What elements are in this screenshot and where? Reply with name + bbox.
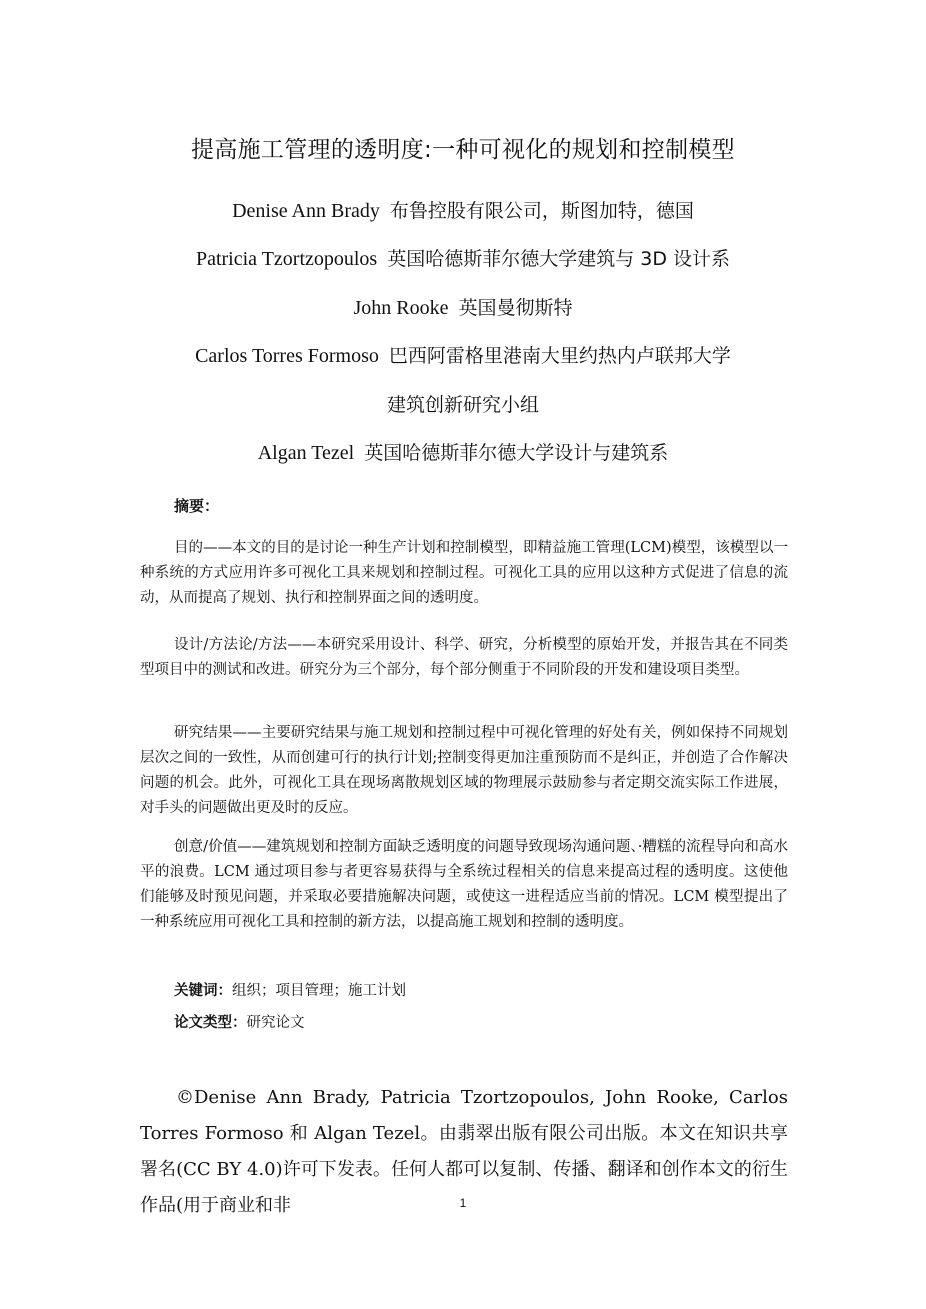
keywords-line — [174, 980, 406, 1002]
author-affiliation: 巴西阿雷格里港南大里约热内卢联邦大学 — [388, 345, 731, 367]
author-affiliation: 英国哈德斯菲尔德大学设计与建筑系 — [364, 442, 669, 464]
author-affiliation: 英国曼彻斯特 — [458, 297, 573, 319]
author-line-3 — [0, 293, 926, 322]
abstract-methodology: 设计/方法论/方法——本研究采用设计、科学、研究，分析模型的原始开发，并报告其在不同类型项目中的测试和改进。研究分为三个部分，每个部分侧重于不同阶段的开发和建设项目类型。 — [140, 637, 788, 678]
abstract-purpose: 目的——本文的目的是讨论一种生产计划和控制模型，即精益施工管理(LCM)模型，该模型以一种系统的方式应用许多可视化工具来规划和控制过程。可视化工具的应用以这种方式促进了信息的流动，从而提高了规划、执行和控制界面之间的透明度。 — [140, 540, 788, 606]
author-line-4 — [0, 341, 926, 370]
abstract-findings: 研究结果——主要研究结果与施工规划和控制过程中可视化管理的好处有关，例如保持不同规划层次之间的一致性，从而创建可行的执行计划;控制变得更加注重预防而不是纠正，并创造了合作解决问题的机会。此外，可视化工具在现场离散规划区域的物理展示鼓励参与者定期交流实际工作进展，对手头的问题做出更及时的反应。 — [140, 725, 788, 816]
author-line-2 — [0, 244, 926, 273]
author-name: Carlos Torres Formoso — [195, 345, 379, 367]
author-affiliation: 布鲁控股有限公司，斯图加特，德国 — [389, 200, 694, 222]
author-name: John Rooke — [353, 297, 449, 319]
keywords-label: 关键词： — [174, 983, 232, 999]
keywords-value: 组织；项目管理；施工计划 — [232, 983, 406, 999]
paper-type-label: 论文类型： — [174, 1015, 247, 1031]
paper-title: 提高施工管理的透明度:一种可视化的规划和控制模型 — [191, 137, 735, 163]
author-affiliation: 英国哈德斯菲尔德大学建筑与 3D 设计系 — [387, 248, 731, 270]
author-line-6 — [0, 438, 926, 467]
author-line-5 — [0, 390, 926, 419]
paper-type-value: 研究论文 — [246, 1015, 305, 1031]
author-affiliation: 建筑创新研究小组 — [386, 394, 539, 416]
copyright-notice: ©Denise Ann Brady, Patricia Tzortzopoulos, John Rooke, Carlos Torres Formoso 和 Algan Tezel。由翡翠出版有限公司出版。本文在知识共享署名(CC BY 4.0)许可下发表。任何人都可以复制、传播、翻译和创作本文的衍生作品(用于商业和非 — [140, 1087, 788, 1216]
author-line-1 — [0, 196, 926, 225]
author-name: Patricia Tzortzopoulos — [195, 248, 378, 270]
abstract-heading: 摘要： — [174, 497, 220, 515]
paper-type-line — [174, 1012, 305, 1034]
page-number: 1 — [459, 1196, 467, 1210]
abstract-originality: 创意/价值——建筑规划和控制方面缺乏透明度的问题导致现场沟通问题、·糟糕的流程导向和高水平的浪费。LCM 通过项目参与者更容易获得与全系统过程相关的信息来提高过程的透明度。这使他们能够及时预见问题，并采取必要措施解决问题，或使这一进程适应当前的情况。LCM 模型提出了一种系统应用可视化工具和控制的新方法，以提高施工规划和控制的透明度。 — [140, 839, 788, 930]
author-name: Denise Ann Brady — [232, 200, 380, 222]
author-name: Algan Tezel — [257, 442, 355, 464]
